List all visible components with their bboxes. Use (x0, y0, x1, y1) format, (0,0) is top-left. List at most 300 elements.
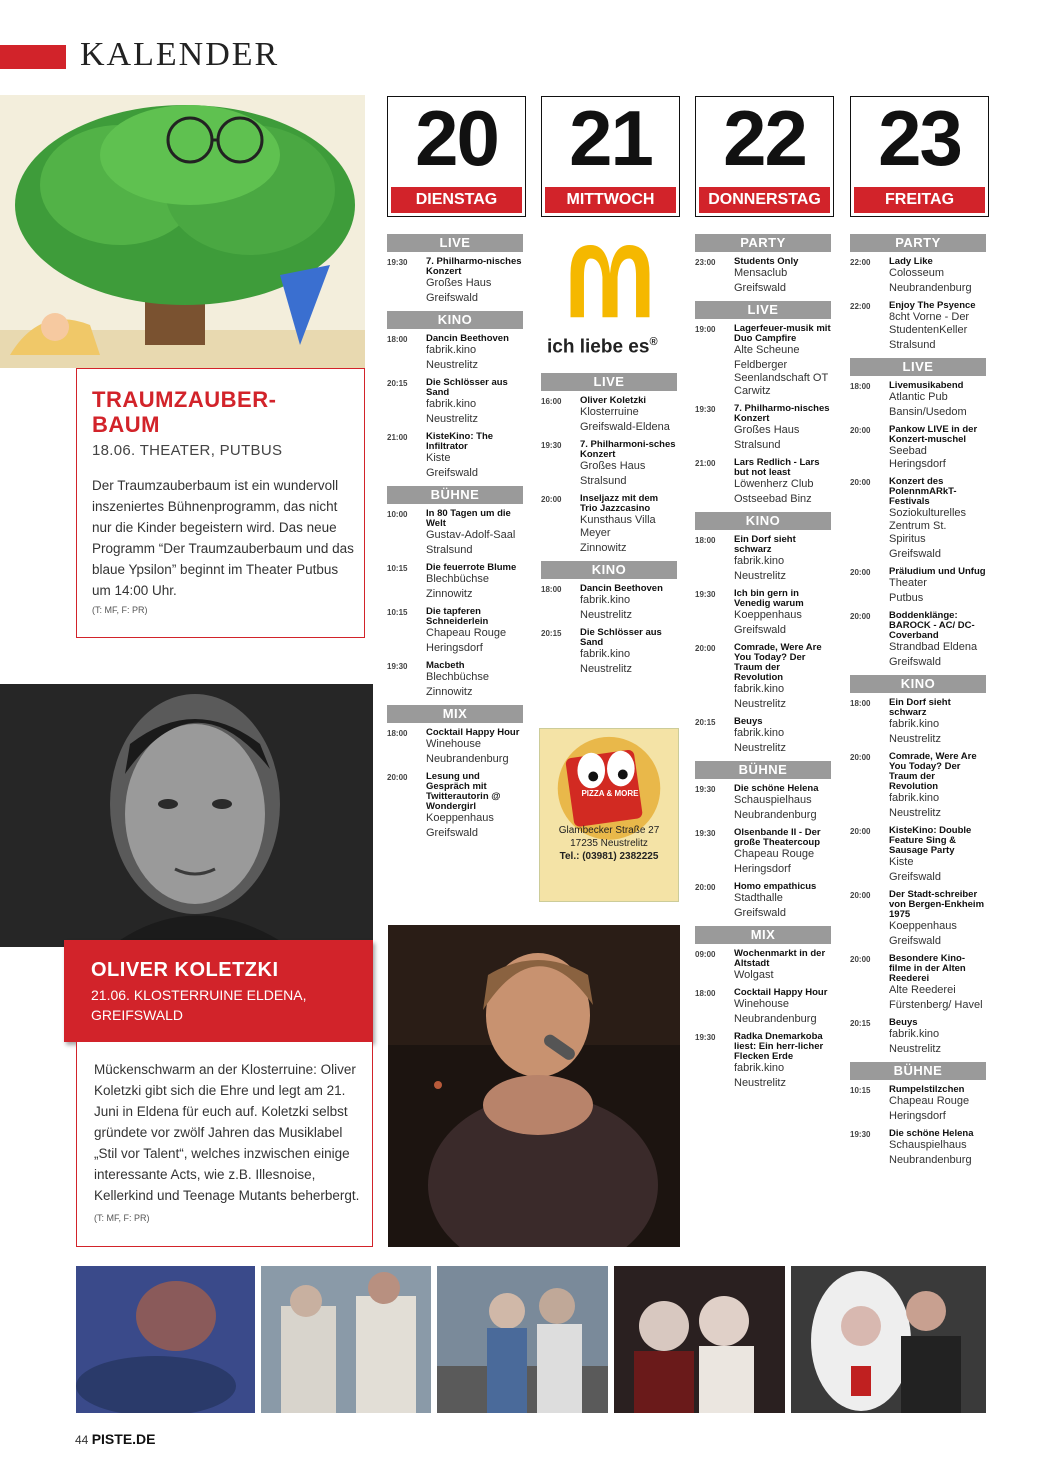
event-entry (850, 381, 986, 419)
mcdonalds-slogan (547, 336, 658, 358)
koletzki-title-box (64, 940, 373, 1042)
date-box-20 (387, 96, 526, 217)
event-venue: Kunsthaus Villa Meyer (580, 514, 656, 539)
pizza-sign: PIZZA & MORE (581, 789, 639, 798)
event-entry (695, 404, 831, 452)
event-time: 20:15 (850, 1019, 871, 1028)
slogan-text: ich liebe es (547, 336, 650, 358)
date-number: 21 (569, 94, 652, 182)
category-header: PARTY (850, 234, 986, 252)
feature-title: OLIVER KOLETZKI (91, 959, 279, 981)
event-time: 16:00 (541, 397, 562, 406)
event-city: Neustrelitz (580, 609, 632, 621)
event-venue: Chapeau Rouge (889, 1095, 970, 1107)
event-entry (695, 535, 831, 583)
event-details (580, 440, 677, 488)
event-city: Greifswald (889, 656, 941, 668)
event-time: 19:30 (387, 258, 408, 267)
event-entry (541, 440, 677, 488)
event-name: Konzert des PolennmARkT-Festivals (889, 476, 957, 507)
event-venue: Löwenherz Club (734, 478, 814, 490)
event-city: Neustrelitz (426, 413, 478, 425)
event-name: 7. Philharmoni-sches Konzert (580, 439, 676, 460)
event-details (734, 589, 831, 637)
calendar-column-20 (387, 234, 523, 846)
event-details (734, 717, 831, 755)
feature-text-body: Mückenschwarm an der Klosterruine: Oliver Koletzki gibt sich die Ehre und legt am 21. Juni in Eldena für euch auf. Koletzki selbst gründete vor zwölf Jahren das Musiklabel „Stil vor Talent“, welches inzwischen einige interessante Acts, wie z.B. Illesnoise, Kellerkind und Teenage Mutants beherbergt. (94, 1062, 360, 1203)
event-name: 7. Philharmo-nisches Konzert (734, 403, 830, 424)
event-details (734, 828, 831, 876)
event-entry (850, 611, 986, 669)
event-venue: Theater (889, 577, 927, 589)
event-entry (541, 494, 677, 555)
event-time: 20:00 (850, 612, 871, 621)
feature-credit: (T: MF, F: PR) (94, 1213, 150, 1223)
event-time: 21:00 (387, 433, 408, 442)
mcdonalds-ad (541, 240, 679, 365)
event-venue: Atlantic Pub (889, 391, 948, 403)
event-venue: Koeppenhaus (734, 609, 802, 621)
page-number: 44 (75, 1433, 89, 1447)
feature-text (94, 1059, 362, 1229)
event-city: Fürstenberg/ Havel (889, 999, 983, 1011)
event-entry (695, 717, 831, 755)
pizza-ad (539, 728, 679, 902)
event-city: Stralsund (426, 544, 473, 556)
event-name: Die tapferen Schneiderlein (426, 606, 489, 627)
event-name: Die Schlösser aus Sand (580, 627, 662, 648)
event-name: Comrade, Were Are You Today? Der Traum der Revolution (734, 642, 822, 683)
event-venue: Kiste (426, 452, 451, 464)
event-time: 20:00 (850, 955, 871, 964)
event-venue: Koeppenhaus (889, 920, 957, 932)
event-entry (850, 477, 986, 561)
event-city: Heringsdorf (426, 642, 483, 654)
event-name: Enjoy The Psyence (889, 300, 976, 311)
event-name: Wochenmarkt in der Altstadt (734, 948, 826, 969)
event-details (734, 535, 831, 583)
event-entry (387, 509, 523, 557)
event-details (889, 954, 986, 1012)
event-time: 20:15 (541, 629, 562, 638)
event-details (889, 425, 986, 471)
category-header: MIX (695, 926, 831, 944)
pizza-ad-illustration (540, 729, 678, 901)
event-details (889, 698, 986, 746)
event-details (734, 404, 831, 452)
event-entry (850, 698, 986, 746)
event-details (734, 324, 831, 398)
event-venue: Koeppenhaus (426, 812, 494, 824)
event-name: Die schöne Helena (889, 1128, 974, 1139)
event-time: 18:00 (695, 536, 716, 545)
event-entry (695, 1032, 831, 1090)
category-header: LIVE (850, 358, 986, 376)
event-time: 22:00 (850, 258, 871, 267)
event-city: Heringsdorf (734, 863, 791, 875)
koletzki-feature (76, 1042, 373, 1247)
event-time: 10:15 (387, 564, 408, 573)
registered-mark: ® (649, 336, 658, 348)
pizza-phone: Tel.: (03981) 2382225 (559, 851, 659, 862)
event-venue: fabrik.kino (734, 555, 785, 567)
event-details (889, 1129, 986, 1167)
calendar-column-23 (850, 234, 986, 1173)
event-details (889, 752, 986, 820)
event-name: Olsenbande II - Der große Theatercoup (734, 827, 821, 848)
event-time: 18:00 (387, 729, 408, 738)
event-details (889, 1018, 986, 1056)
event-time: 20:00 (387, 773, 408, 782)
event-city: Zinnowitz (580, 542, 627, 554)
event-city: Neustrelitz (426, 359, 478, 371)
event-time: 20:00 (850, 827, 871, 836)
event-name: KisteKino: The Infiltrator (426, 431, 494, 452)
event-entry (695, 949, 831, 982)
event-venue: Chapeau Rouge (734, 848, 815, 860)
event-details (889, 301, 986, 352)
event-venue: Winehouse (734, 998, 790, 1010)
event-venue: Wolgast (734, 969, 774, 981)
event-time: 20:15 (695, 718, 716, 727)
date-box-23 (850, 96, 989, 217)
event-name: Lesung und Gespräch mit Twitterautorin @ Wondergirl (426, 771, 501, 812)
pizza-street: Glambecker Straße 27 (558, 825, 660, 836)
event-city: Stralsund (734, 439, 781, 451)
traumzauberbaum-photo (0, 95, 365, 368)
event-details (734, 949, 831, 982)
event-city: Feldberger Seenlandschaft OT Carwitz (734, 359, 828, 397)
event-name: Lagerfeuer-musik mit Duo Campfire (734, 323, 831, 344)
event-city: Greifswald-Eldena (580, 421, 670, 433)
zombie-photo-1 (76, 1266, 255, 1413)
event-entry (387, 378, 523, 426)
zombie-photo-4 (614, 1266, 785, 1413)
event-venue: Großes Haus (580, 460, 646, 472)
event-entry (387, 772, 523, 840)
event-details (580, 494, 677, 555)
category-header: KINO (850, 675, 986, 693)
event-name: Radka Dnemarkoba liest: Ein herr-licher Flecken Erde (734, 1031, 824, 1062)
date-number: 23 (878, 94, 961, 182)
event-name: Dancin Beethoven (580, 583, 663, 594)
event-details (889, 826, 986, 884)
event-details (426, 378, 523, 426)
event-venue: Schauspielhaus (889, 1139, 967, 1151)
event-time: 18:00 (695, 989, 716, 998)
event-entry (850, 1129, 986, 1167)
event-name: Dancin Beethoven (426, 333, 509, 344)
event-city: Stralsund (580, 475, 627, 487)
date-weekday: FREITAG (854, 187, 985, 213)
event-city: Putbus (889, 592, 924, 604)
event-name: Students Only (734, 256, 799, 267)
date-number: 20 (415, 94, 498, 182)
event-city: Greifswald (889, 935, 941, 947)
event-venue: Mensaclub (734, 267, 788, 279)
event-city: Greifswald (426, 467, 478, 479)
event-time: 19:30 (695, 785, 716, 794)
event-entry (695, 643, 831, 711)
event-details (426, 607, 523, 655)
event-details (426, 563, 523, 601)
event-entry (850, 826, 986, 884)
event-city: Neustrelitz (734, 698, 786, 710)
event-city: Neustrelitz (734, 742, 786, 754)
event-city: Zinnowitz (426, 686, 473, 698)
singer-photo (388, 925, 680, 1247)
date-weekday: DIENSTAG (391, 187, 522, 213)
event-venue: Blechbüchse (426, 671, 489, 683)
category-header: LIVE (541, 373, 677, 391)
event-venue: fabrik.kino (426, 344, 477, 356)
event-time: 19:30 (695, 1033, 716, 1042)
category-header: KINO (387, 311, 523, 329)
event-name: Präludium und Unfug (889, 566, 986, 577)
event-details (426, 509, 523, 557)
category-header: KINO (541, 561, 677, 579)
feature-credit: (T: MF, F: PR) (92, 605, 148, 615)
event-entry (695, 988, 831, 1026)
event-city: Neustrelitz (889, 1043, 941, 1055)
event-time: 20:00 (850, 568, 871, 577)
event-entry (850, 752, 986, 820)
event-city: Neustrelitz (889, 733, 941, 745)
category-header: BÜHNE (695, 761, 831, 779)
event-name: Beuys (734, 716, 763, 727)
event-name: Comrade, Were Are You Today? Der Traum der Revolution (889, 751, 977, 792)
zombie-photo-5 (791, 1266, 986, 1413)
event-details (734, 458, 831, 506)
event-time: 18:00 (850, 699, 871, 708)
event-entry (541, 584, 677, 622)
golden-arches-icon (541, 240, 679, 345)
event-details (426, 728, 523, 766)
event-venue: Alte Reederei (889, 984, 956, 996)
event-name: Die Schlösser aus Sand (426, 377, 508, 398)
event-venue: 8cht Vorne - Der StudentenKeller (889, 311, 970, 336)
event-city: Neubrandenburg (734, 1013, 817, 1025)
event-details (889, 1085, 986, 1123)
event-details (734, 257, 831, 295)
event-name: Besondere Kino-filme in der Alten Reederei (889, 953, 966, 984)
event-entry (387, 661, 523, 699)
event-time: 20:00 (695, 644, 716, 653)
feature-title: TRAUMZAUBER-BAUM (92, 387, 277, 437)
event-details (734, 882, 831, 920)
event-name: Pankow LIVE in der Konzert-muschel (889, 424, 978, 445)
event-entry (695, 458, 831, 506)
event-details (889, 567, 986, 605)
date-weekday: DONNERSTAG (699, 187, 830, 213)
pizza-city: 17235 Neustrelitz (570, 838, 648, 849)
event-time: 18:00 (850, 382, 871, 391)
event-city: Neubrandenburg (889, 1154, 972, 1166)
event-venue: Stadthalle (734, 892, 783, 904)
event-details (734, 1032, 831, 1090)
event-venue: Großes Haus (426, 277, 492, 289)
event-venue: Chapeau Rouge (426, 627, 507, 639)
event-details (734, 643, 831, 711)
event-venue: fabrik.kino (426, 398, 477, 410)
category-header: LIVE (695, 301, 831, 319)
calendar-column-21 (541, 373, 677, 682)
event-entry (850, 257, 986, 295)
event-entry (695, 589, 831, 637)
zombie-photo-2 (261, 1266, 431, 1413)
event-venue: Großes Haus (734, 424, 800, 436)
event-time: 19:30 (695, 405, 716, 414)
event-time: 21:00 (695, 459, 716, 468)
event-time: 19:30 (850, 1130, 871, 1139)
event-details (580, 584, 677, 622)
event-city: Greifswald (734, 624, 786, 636)
event-time: 20:15 (387, 379, 408, 388)
event-name: Cocktail Happy Hour (426, 727, 520, 738)
event-time: 10:00 (387, 510, 408, 519)
event-city: Stralsund (889, 339, 936, 351)
event-venue: fabrik.kino (889, 1028, 940, 1040)
event-time: 19:30 (387, 662, 408, 671)
event-venue: Strandbad Eldena (889, 641, 978, 653)
event-city: Zinnowitz (426, 588, 473, 600)
event-venue: fabrik.kino (734, 1062, 785, 1074)
event-city: Greifswald (426, 292, 478, 304)
category-header: BÜHNE (850, 1062, 986, 1080)
event-name: Lady Like (889, 256, 933, 267)
event-time: 10:15 (387, 608, 408, 617)
category-header: KINO (695, 512, 831, 530)
event-entry (850, 1085, 986, 1123)
event-time: 10:15 (850, 1086, 871, 1095)
event-venue: fabrik.kino (889, 718, 940, 730)
event-venue: Gustav-Adolf-Saal (426, 529, 516, 541)
event-venue: Alte Scheune (734, 344, 800, 356)
date-box-22 (695, 96, 834, 217)
event-name: KisteKino: Double Feature Sing & Sausage Party (889, 825, 972, 856)
event-city: Neustrelitz (734, 570, 786, 582)
event-city: Heringsdorf (889, 1110, 946, 1122)
event-entry (695, 828, 831, 876)
event-city: Bansin/Usedom (889, 406, 967, 418)
event-time: 20:00 (695, 883, 716, 892)
event-venue: Kiste (889, 856, 914, 868)
event-city: Greifswald (734, 282, 786, 294)
event-time: 20:00 (850, 753, 871, 762)
page-title: KALENDER (80, 36, 280, 73)
koletzki-photo (0, 684, 373, 947)
event-entry (850, 301, 986, 352)
category-header: MIX (387, 705, 523, 723)
event-venue: Schauspielhaus (734, 794, 812, 806)
event-name: Boddenklänge: BAROCK - AC/ DC-Coverband (889, 610, 975, 641)
event-name: Die schöne Helena (734, 783, 819, 794)
zombie-photo-3 (437, 1266, 608, 1413)
event-time: 18:00 (541, 585, 562, 594)
event-time: 20:00 (541, 495, 562, 504)
event-entry (387, 432, 523, 480)
event-venue: fabrik.kino (889, 792, 940, 804)
event-venue: fabrik.kino (580, 648, 631, 660)
date-box-21 (541, 96, 680, 217)
feature-subtitle: 18.06. THEATER, PUTBUS (92, 442, 283, 459)
event-details (889, 477, 986, 561)
event-venue: fabrik.kino (734, 727, 785, 739)
event-city: Neustrelitz (580, 663, 632, 675)
event-entry (850, 425, 986, 471)
event-city: Neustrelitz (734, 1077, 786, 1089)
event-entry (541, 628, 677, 676)
event-venue: Klosterruine (580, 406, 639, 418)
event-name: Lars Redlich - Lars but not least (734, 457, 820, 478)
event-name: Rumpelstilzchen (889, 1084, 965, 1095)
event-time: 09:00 (695, 950, 716, 959)
date-weekday: MITTWOCH (545, 187, 676, 213)
category-header: LIVE (387, 234, 523, 252)
event-name: Macbeth (426, 660, 465, 671)
event-name: Ich bin gern in Venedig warum (734, 588, 804, 609)
event-name: Cocktail Happy Hour (734, 987, 828, 998)
feature-text: Der Traumzauberbaum ist ein wundervoll inszeniertes Bühnenprogramm, das nicht nur die Kinder begeistern wird. Das neue Programm “Der Traumzauberbaum und das blaue Ypsilon” beginnt im Theater Putbus um 14:00 Uhr. (92, 478, 354, 598)
event-entry (387, 607, 523, 655)
event-venue: Winehouse (426, 738, 482, 750)
event-entry (695, 882, 831, 920)
event-entry (387, 334, 523, 372)
event-city: Neustrelitz (889, 807, 941, 819)
event-details (734, 988, 831, 1026)
event-details (580, 628, 677, 676)
event-details (426, 257, 523, 305)
event-details (580, 396, 677, 434)
event-time: 22:00 (850, 302, 871, 311)
event-details (889, 611, 986, 669)
event-venue: Soziokulturelles Zentrum St. Spiritus (889, 507, 967, 545)
event-venue: fabrik.kino (734, 683, 785, 695)
category-header: PARTY (695, 234, 831, 252)
event-name: Oliver Koletzki (580, 395, 646, 406)
event-venue: Blechbüchse (426, 573, 489, 585)
event-entry (850, 1018, 986, 1056)
event-entry (695, 257, 831, 295)
event-city: Neubrandenburg (889, 282, 972, 294)
event-entry (850, 567, 986, 605)
calendar-column-22 (695, 234, 831, 1096)
event-name: In 80 Tagen um die Welt (426, 508, 511, 529)
event-entry (387, 728, 523, 766)
header-accent-bar (0, 45, 66, 69)
page-footer (75, 1431, 156, 1447)
event-city: Greifswald (889, 871, 941, 883)
category-header: BÜHNE (387, 486, 523, 504)
event-name: Livemusikabend (889, 380, 964, 391)
event-name: Ein Dorf sieht schwarz (889, 697, 951, 718)
event-city: Ostseebad Binz (734, 493, 812, 505)
event-name: Ein Dorf sieht schwarz (734, 534, 796, 555)
event-time: 19:30 (541, 441, 562, 450)
event-name: Die feuerrote Blume (426, 562, 517, 573)
event-details (426, 661, 523, 699)
event-details (889, 257, 986, 295)
event-details (889, 381, 986, 419)
event-city: Greifswald (734, 907, 786, 919)
event-details (426, 432, 523, 480)
event-entry (541, 396, 677, 434)
event-name: Homo empathicus (734, 881, 817, 892)
event-venue: Colosseum (889, 267, 945, 279)
event-name: Beuys (889, 1017, 918, 1028)
event-time: 19:00 (695, 325, 716, 334)
event-time: 20:00 (850, 478, 871, 487)
